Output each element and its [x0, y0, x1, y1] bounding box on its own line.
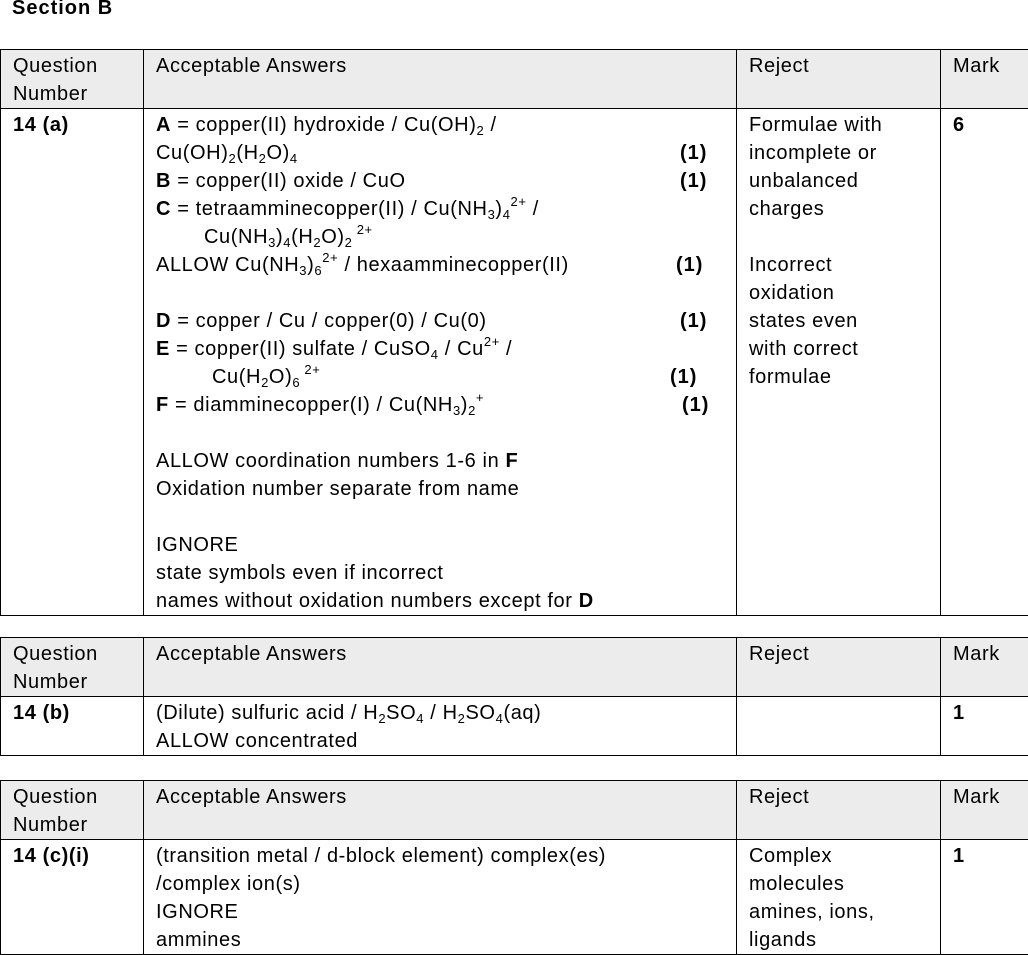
- answer-line: [156, 587, 730, 615]
- header-reject: Reject: [737, 50, 941, 109]
- answer-line: [156, 111, 730, 139]
- reject-line: oxidation: [749, 279, 934, 307]
- reject-line: [749, 223, 934, 251]
- mark-value: 1: [941, 697, 1028, 756]
- answer-label-f: F: [156, 394, 169, 416]
- reject-line: unbalanced: [749, 167, 934, 195]
- answer-line: IGNORE: [156, 898, 730, 926]
- ignore-names: names without oxidation numbers except for: [156, 590, 573, 612]
- reject-cell: [737, 697, 941, 756]
- point-mark: (1): [680, 167, 707, 195]
- answer-label-d: D: [156, 310, 171, 332]
- table-row: [1, 109, 1028, 616]
- allow-coordination-ref: F: [505, 450, 518, 472]
- acceptable-answers-cell: [144, 697, 737, 756]
- answer-e-text: = copper(II) sulfate / CuSO$_4$ / $Cu^{2+}$ /: [176, 338, 512, 360]
- answer-line: [156, 391, 730, 419]
- reject-line: Formulae with: [749, 111, 934, 139]
- answer-line: [156, 167, 730, 195]
- point-mark: (1): [680, 307, 707, 335]
- answer-line: [156, 223, 730, 251]
- header-reject: Reject: [737, 781, 941, 840]
- reject-line: amines, ions,: [749, 898, 934, 926]
- answer-line: /complex ion(s): [156, 870, 730, 898]
- point-mark: (1): [682, 391, 709, 419]
- ignore-names-ref: D: [579, 590, 594, 612]
- answer-line: (Dilute) sulfuric acid / $H_2SO_4 / H_2SO_4(aq)$: [156, 699, 730, 727]
- header-acceptable-answers: Acceptable Answers: [144, 638, 737, 697]
- reject-line: ligands: [749, 926, 934, 954]
- table-header-row: [1, 50, 1028, 109]
- answer-line: [156, 307, 730, 335]
- mark-scheme-table-14ci: [0, 780, 1028, 955]
- mark-scheme-table-14a: [0, 49, 1028, 616]
- reject-cell: [737, 109, 941, 616]
- answer-c-formula: $Cu(NH_3)_4(H_2O)_2$ $^{2+}$: [204, 226, 373, 248]
- reject-line: incomplete or: [749, 139, 934, 167]
- answer-line: IGNORE: [156, 531, 730, 559]
- answer-a-formula: $Cu(OH)_2(H_2O)_4$: [156, 142, 298, 164]
- answer-line: state symbols even if incorrect: [156, 559, 730, 587]
- header-reject: Reject: [737, 638, 941, 697]
- acceptable-answers-cell: [144, 109, 737, 616]
- reject-cell: [737, 840, 941, 955]
- question-number: 14 (c)(i): [1, 840, 144, 955]
- section-title: Section B: [12, 0, 113, 20]
- reject-line: states even: [749, 307, 934, 335]
- header-question-number: Question Number: [1, 638, 144, 697]
- acceptable-answers-cell: [144, 840, 737, 955]
- allow-coordination: ALLOW coordination numbers 1-6 in: [156, 450, 499, 472]
- question-number: 14 (a): [1, 109, 144, 616]
- reject-line: Incorrect: [749, 251, 934, 279]
- table-row: [1, 840, 1028, 955]
- reject-line: Complex: [749, 842, 934, 870]
- reject-line: molecules: [749, 870, 934, 898]
- answer-a-text: = copper(II) hydroxide / $Cu(OH)_2$ /: [177, 114, 496, 136]
- reject-line: charges: [749, 195, 934, 223]
- answer-line: (transition metal / d-block element) complex(es): [156, 842, 730, 870]
- answer-line: ammines: [156, 926, 730, 954]
- question-number: 14 (b): [1, 697, 144, 756]
- header-question-number: Question Number: [1, 50, 144, 109]
- header-mark: Mark: [941, 781, 1028, 840]
- answer-label-a: A: [156, 114, 171, 136]
- header-acceptable-answers: Acceptable Answers: [144, 781, 737, 840]
- point-mark: (1): [680, 139, 707, 167]
- point-mark: (1): [676, 251, 703, 279]
- header-question-number: Question Number: [1, 781, 144, 840]
- answer-label-e: E: [156, 338, 170, 360]
- answer-line: ALLOW concentrated: [156, 727, 730, 755]
- reject-line: formulae: [749, 363, 934, 391]
- answer-c-allow: ALLOW $Cu(NH_3)_6^{2+}$ / hexaamminecopper(II): [156, 254, 569, 276]
- answer-e-formula: $Cu(H_2O)_6$ $^{2+}$: [212, 366, 320, 388]
- mark-scheme-table-14b: [0, 637, 1028, 756]
- answer-line: [156, 251, 730, 279]
- answer-line: [156, 139, 730, 167]
- mark-value: 6: [941, 109, 1028, 616]
- header-acceptable-answers: Acceptable Answers: [144, 50, 737, 109]
- answer-c-text: = tetraamminecopper(II) / $Cu(NH_3)_4^{2+}$ /: [177, 198, 539, 220]
- reject-line: with correct: [749, 335, 934, 363]
- answer-b-text: = copper(II) oxide / CuO: [177, 170, 405, 192]
- header-mark: Mark: [941, 638, 1028, 697]
- answer-line: [156, 363, 730, 391]
- table-header-row: [1, 781, 1028, 840]
- table-header-row: [1, 638, 1028, 697]
- answer-line: [156, 447, 730, 475]
- mark-value: 1: [941, 840, 1028, 955]
- answer-label-b: B: [156, 170, 171, 192]
- table-row: [1, 697, 1028, 756]
- header-mark: Mark: [941, 50, 1028, 109]
- point-mark: (1): [670, 363, 697, 391]
- answer-line: [156, 195, 730, 223]
- answer-line: [156, 335, 730, 363]
- answer-f-text: = diamminecopper(I) / $Cu(NH_3)_2^+$: [175, 394, 484, 416]
- answer-label-c: C: [156, 198, 171, 220]
- answer-line: Oxidation number separate from name: [156, 475, 730, 503]
- answer-d-text: = copper / Cu / copper(0) / Cu(0): [177, 310, 486, 332]
